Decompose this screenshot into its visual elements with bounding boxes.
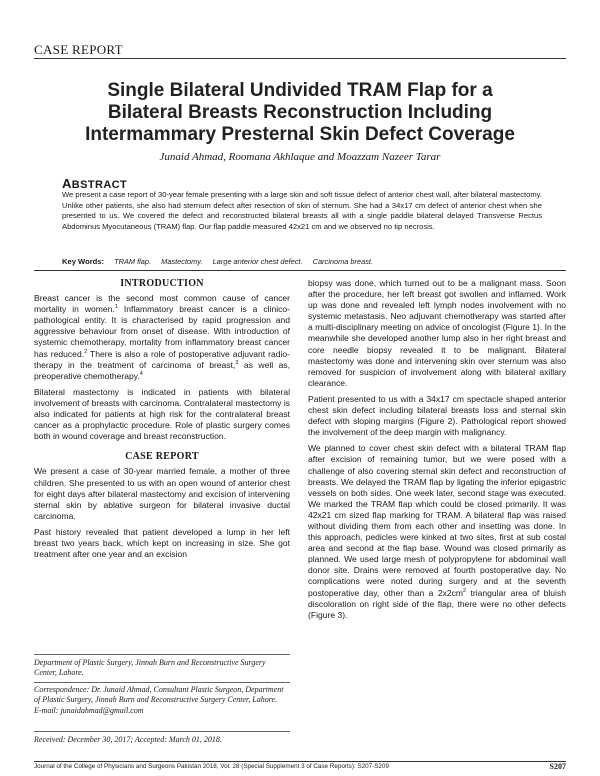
abstract-body: We present a case report of 30-year female presenting with a large skin and soft tissue defect of anterior chest wall, after bilateral mastectomy. Unlike other patients, she also had sternum defect after resection of skin of sternum. She had a 34x17 cm defect of anterior chest when she presented to us. We covered the defect and reconstructed bilateral breasts all with a single paddle bilateral delayed Transverse Rectus Abdominus Myocutaneous (TRAM) flap. Our flap paddle measured 42x21 cm and we observed no tip necrosis. <box>62 190 542 231</box>
footer-divider <box>34 761 566 762</box>
affiliation-divider-bottom <box>34 731 290 732</box>
keyword: Large anterior chest defect. <box>212 257 303 266</box>
keyword: Carcinoma breast. <box>312 257 373 266</box>
keywords-row <box>62 257 542 266</box>
keyword: TRAM flap. <box>114 257 152 266</box>
citation-ref: 1 <box>114 304 118 311</box>
citation-ref: 2 <box>84 348 88 355</box>
abstract-heading <box>62 176 127 191</box>
superscript: 2 <box>463 587 467 594</box>
right-column <box>308 278 566 626</box>
keyword: Mastectomy. <box>161 257 203 266</box>
left-column <box>34 278 290 565</box>
title-line-1: Single Bilateral Undivided TRAM Flap for a <box>107 80 493 101</box>
header-divider <box>34 58 566 59</box>
author-list: Junaid Ahmad, Roomana Akhlaque and Moazzam Nazeer Tarar <box>159 151 441 163</box>
right-paragraph-2: Patient presented to us with a 34x17 cm spectacle shaped anterior chest skin defect including bilateral breasts loss and sternal skin defect with sloping margins (Figure 2). Pathological report showed the involvement of the deep margin with malignancy. <box>308 393 566 438</box>
case-report-heading: CASE REPORT <box>125 451 199 463</box>
citation-ref: 4 <box>139 370 143 377</box>
article-type-label: CASE REPORT <box>34 42 123 57</box>
article-title <box>40 80 560 146</box>
keywords-label: Key Words: <box>62 257 105 266</box>
title-line-2: Bilateral Breasts Reconstruction Including <box>107 102 493 123</box>
correspondence-block <box>34 685 290 716</box>
correspondence-text: Correspondence: Dr. Junaid Ahmad, Consultant Plastic Surgeon, Department of Plastic Surgery, Jinnah Burn and Reconstructive Surgery Center, Lahore. <box>34 685 284 705</box>
case-report-paragraph-1: We present a case of 30-year married female, a mother of three children. She presented to us with an open wound of anterior chest for eight days after bilateral mastectomy and excision of intervening sternal skin by ablative surgeon for bilateral invasive ductal carcinoma. <box>34 466 290 521</box>
introduction-paragraph-2: Bilateral mastectomy is indicated in patients with bilateral involvement of breasts with carcinoma. Contralateral mastectomy is also indicated for patients at high risk for the contralateral breast cancer as a prophylactic procedure. Role of plastic surgery comes both in wound coverage and breast reconstruction. <box>34 386 290 442</box>
affiliation-department: Department of Plastic Surgery, Jinnah Burn and Reconstructive Surgery Center, Lahore. <box>34 658 266 678</box>
received-accepted-dates <box>34 735 290 745</box>
affiliation-divider-top <box>34 654 290 655</box>
right-paragraph-1: biopsy was done, which turned out to be a malignant mass. Soon after the procedure, her left breast got swollen and inflamed. Work up was done and revealed left lymph nodes involvement with no systemic metastasis. Neo adjuvant chemotherapy was started after a multi-disciplinary meeting on advice of oncologist (Figure 1). In the meanwhile she developed another lump also in her right breast and core needle biopsy revealed it to be malignant. Bilateral mastectomy was done and intervening skin over sternum was also removed for suspicion of involvement along with bilateral axillary clearance. <box>308 278 566 388</box>
title-line-3: Intermammary Presternal Skin Defect Coverage <box>85 124 515 145</box>
page-number: S207 <box>549 762 566 771</box>
abstract-heading-initial: A <box>62 176 72 191</box>
introduction-paragraph-1: Breast cancer is the second most common cause of cancer mortality in women.$^1$ Inflammatory breast cancer is a clinico-pathological entity. It is characterised by rapid progression and aggressive behaviour from onset of disease. With introduction of systemic chemotherapy, mortality from inflammatory breast cancer has reduced.$^2$ There is also a role of postoperative adjuvant radio-therapy in the treatment of carcinoma of breast,$^3$ as well as, preoperative chemotherapy.$^4$ <box>34 293 291 381</box>
affiliation-divider-mid <box>34 682 290 683</box>
introduction-heading: INTRODUCTION <box>120 278 204 289</box>
abstract-heading-rest: BSTRACT <box>71 179 128 191</box>
right-paragraph-3: We planned to cover chest skin defect with a bilateral TRAM flap after excision of remaining tumor, but we were posed with a challenge of also covering sternal skin defect and reconstruction of breasts. We delayed the TRAM flap by ligating the inferior epigastric vessels on both sides. One week later, second stage was executed. We marked the TRAM flap which could be closed primarily. It was 42x21 cm sized flap marking for TRAM. A bilateral flap was raised without dividing them from each other and insetting was done. In this approach, pedicles were kinked at two sites, first at sub costal area and second at the flap base. Wound was closed primarily as planned. We used large mesh of polypropylene for abdominal wall donor site. Drains were removed at fourth postoperative day. No complications were noted during surgery and at the seventh postoperative day, other than a $2x2cm^2$ triangular area of bluish discoloration on right side of the flap, there were no other defects (Figure 3). <box>308 443 566 620</box>
email-text: E-mail: junaidahmad@gmail.com <box>34 705 144 715</box>
citation-ref: 3 <box>235 359 239 366</box>
accepted-date: Accepted: March 01, 2018. <box>134 735 222 744</box>
journal-citation: Journal of the College of Physicians and Surgeons Pakistan 2018, Vol. 28 (Special Supplement 3 of Case Reports): S207-S209 <box>34 763 389 770</box>
keywords-divider <box>34 270 566 271</box>
case-report-paragraph-2: Past history revealed that patient developed a lump in her left breast two years back, which kept on increasing in size. She got treatment after one year and an excision <box>34 526 290 560</box>
received-date: Received: December 30, 2017; <box>34 735 134 744</box>
